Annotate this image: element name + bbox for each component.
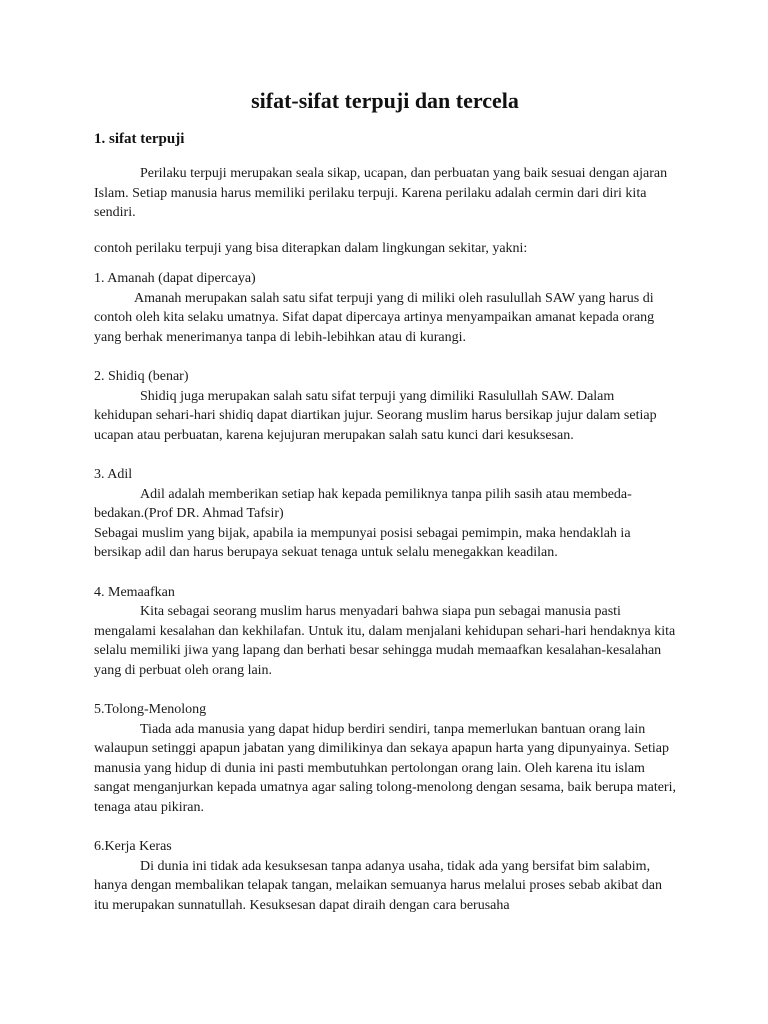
list-item (94, 269, 676, 347)
list-item (94, 700, 676, 817)
item-body-tolong-menolong: Tiada ada manusia yang dapat hidup berdiri sendiri, tanpa memerlukan bantuan orang lain walaupun setinggi apapun jabatan yang dimilikinya dan sekaya apapun harta yang dipunyainya. Setiap manusia yang hidup di dunia ini pasti membutuhkan pertolongan orang lain. Oleh karena itu islam sangat menganjurkan kepada umatnya agar saling tolong-menolong dengan sesama, baik berupa materi, tenaga atau pikiran. (94, 721, 676, 815)
document-title: sifat-sifat terpuji dan tercela (251, 88, 519, 113)
item-body-adil: Adil adalah memberikan setiap hak kepada pemiliknya tanpa pilih sasih atau membeda-bedakan.(Prof DR. Ahmad Tafsir) (94, 486, 632, 521)
list-item (94, 837, 676, 915)
item-title-tolong-menolong: 5.Tolong-Menolong (94, 702, 207, 717)
list-item (94, 367, 676, 445)
item-body-memaafkan: Kita sebagai seorang muslim harus menyadari bahwa siapa pun sebagai manusia pasti mengalami kesalahan dan kekhilafan. Untuk itu, dalam menjalani kehidupan sehari-hari hendaknya kita selalu memiliki jiwa yang lapang dan berhati besar sehingga mudah memaafkan kesalahan-kesalahan yang di perbuat oleh orang lain. (94, 604, 676, 678)
list-item (94, 465, 676, 563)
item-body-amanah: Amanah merupakan salah satu sifat terpuji yang di miliki oleh rasulullah SAW yang harus di contoh oleh kita selaku umatnya. Sifat dapat dipercaya artinya menyampaikan amanat kepada orang yang berhak menerimanya tanpa di lebih-lebihkan atau di kurangi. (94, 290, 655, 345)
section-heading: 1. sifat terpuji (94, 131, 185, 147)
intro-paragraph: Perilaku terpuji merupakan seala sikap, ucapan, dan perbuatan yang baik sesuai dengan ajaran Islam. Setiap manusia harus memiliki perilaku terpuji. Karena perilaku adalah cermin dari diri kita sendiri. (94, 166, 668, 220)
item-title-amanah: 1. Amanah (dapat dipercaya) (94, 271, 256, 286)
examples-intro: contoh perilaku terpuji yang bisa diterapkan dalam lingkungan sekitar, yakni: (94, 240, 528, 256)
item-title-adil: 3. Adil (94, 467, 133, 482)
item-title-shidiq: 2. Shidiq (benar) (94, 369, 189, 384)
list-item (94, 583, 676, 681)
item-body-shidiq: Shidiq juga merupakan salah satu sifat terpuji yang dimiliki Rasulullah SAW. Dalam kehidupan sehari-hari shidiq dapat diartikan jujur. Seorang muslim harus bersikap jujur dalam setiap ucapan atau perbuatan, karena kejujuran merupakan salah satu kunci dari kesuksesan. (94, 388, 657, 443)
item-body-adil-continued: Sebagai muslim yang bijak, apabila ia mempunyai posisi sebagai pemimpin, maka hendaklah ia bersikap adil dan harus berupaya sekuat tenaga untuk selalu menegakkan keadilan. (94, 525, 631, 560)
item-title-memaafkan: 4. Memaafkan (94, 584, 175, 600)
item-title-kerja-keras: 6.Kerja Keras (94, 839, 172, 854)
item-body-kerja-keras: Di dunia ini tidak ada kesuksesan tanpa adanya usaha, tidak ada yang bersifat bim salabim, hanya dengan membalikan telapak tangan, melaikan semuanya harus melalui proses sebab akibat dan itu merupakan sunnatullah. Kesuksesan dapat diraih dengan cara berusaha (94, 858, 662, 913)
